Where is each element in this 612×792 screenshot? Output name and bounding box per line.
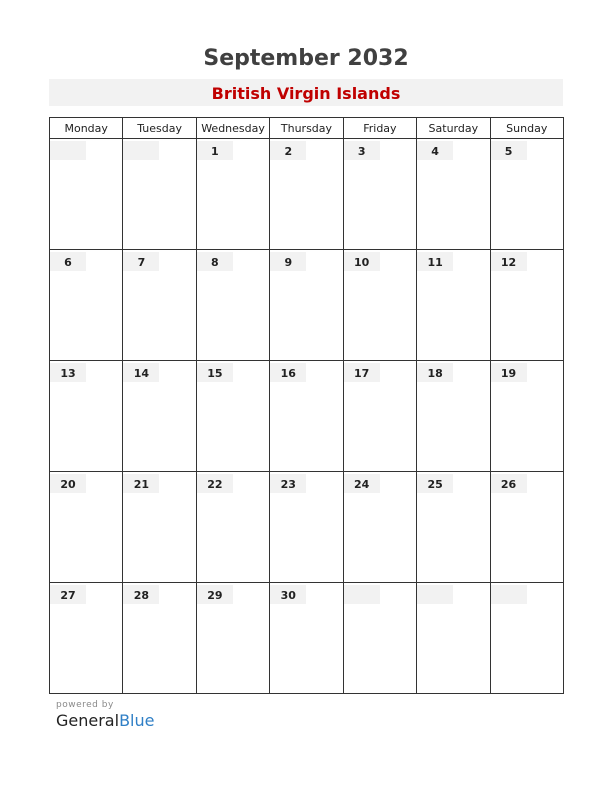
weekday-header: Saturday (417, 118, 490, 139)
day-number-box (270, 141, 306, 160)
day-number-box (123, 141, 159, 160)
day-number-box (123, 252, 159, 271)
day-number: 16 (280, 367, 296, 380)
weekday-header: Friday (343, 118, 416, 139)
day-number: 26 (500, 478, 517, 491)
day-number-box (197, 474, 233, 493)
day-number-box (344, 363, 380, 382)
day-number: 3 (357, 145, 366, 158)
day-cell (417, 472, 490, 583)
day-cell (50, 139, 123, 250)
day-number: 12 (500, 256, 517, 269)
calendar-title: September 2032 (203, 46, 409, 71)
day-number-box (491, 585, 527, 604)
week-row (50, 472, 564, 583)
day-number: 15 (207, 367, 223, 380)
day-cell (196, 139, 269, 250)
day-number: 4 (431, 145, 439, 158)
day-number: 2 (284, 145, 293, 158)
powered-by-label: powered by (56, 700, 114, 710)
day-cell (417, 250, 490, 361)
day-number: 21 (133, 478, 150, 491)
day-cell (343, 250, 416, 361)
day-number-box (123, 585, 159, 604)
day-cell (490, 250, 563, 361)
day-cell (270, 361, 343, 472)
day-number: 6 (64, 256, 72, 269)
day-number: 11 (427, 256, 443, 269)
week-row (50, 361, 564, 472)
brand-name-general: General (56, 711, 120, 730)
day-number-box (417, 474, 453, 493)
day-cell (343, 472, 416, 583)
day-number-box (123, 474, 159, 493)
day-number: 8 (211, 256, 219, 269)
day-cell (50, 583, 123, 694)
week-row (50, 250, 564, 361)
day-number-box (50, 474, 86, 493)
day-number-box (491, 141, 527, 160)
day-number-box (417, 363, 453, 382)
day-cell (490, 472, 563, 583)
day-cell (490, 583, 563, 694)
region-name: British Virgin Islands (211, 84, 401, 103)
day-cell (417, 361, 490, 472)
day-number-box (197, 252, 233, 271)
day-number-box (50, 252, 86, 271)
day-number: 1 (211, 145, 219, 158)
brand-name-blue: Blue (119, 711, 155, 730)
day-number-box (417, 585, 453, 604)
day-cell (270, 250, 343, 361)
day-number-box (344, 585, 380, 604)
day-number-box (50, 363, 86, 382)
day-number: 13 (60, 367, 76, 380)
day-number-box (491, 252, 527, 271)
day-number-box (50, 585, 86, 604)
weekday-header: Tuesday (123, 118, 196, 139)
calendar-grid (49, 117, 564, 694)
region-banner (49, 79, 563, 106)
day-number-box (123, 363, 159, 382)
day-cell (123, 139, 196, 250)
day-number: 5 (504, 145, 513, 158)
weekday-header: Wednesday (196, 118, 269, 139)
day-number-box (50, 141, 86, 160)
day-cell (343, 139, 416, 250)
day-number: 17 (354, 367, 370, 380)
day-cell (123, 361, 196, 472)
day-number-box (344, 141, 380, 160)
day-number-box (270, 363, 306, 382)
day-number: 28 (133, 589, 150, 602)
day-cell (196, 472, 269, 583)
day-cell (123, 472, 196, 583)
day-number: 29 (207, 589, 223, 602)
day-number: 9 (284, 256, 293, 269)
day-number-box (417, 141, 453, 160)
day-number-box (344, 474, 380, 493)
day-number: 25 (427, 478, 443, 491)
day-cell (50, 472, 123, 583)
day-cell (123, 583, 196, 694)
day-number: 7 (137, 256, 146, 269)
day-cell (196, 250, 269, 361)
day-number-box (417, 252, 453, 271)
day-cell (343, 583, 416, 694)
weekday-header: Thursday (270, 118, 343, 139)
day-number-box (270, 585, 306, 604)
day-number: 24 (354, 478, 370, 491)
day-number-box (270, 252, 306, 271)
day-number-box (270, 474, 306, 493)
day-cell (196, 583, 269, 694)
day-number: 23 (280, 478, 296, 491)
day-cell (50, 361, 123, 472)
day-cell (417, 583, 490, 694)
day-number: 18 (427, 367, 443, 380)
day-number-box (197, 585, 233, 604)
day-cell (196, 361, 269, 472)
brand-logo[interactable] (56, 711, 154, 730)
day-cell (270, 139, 343, 250)
day-number-box (491, 363, 527, 382)
day-number: 10 (354, 256, 370, 269)
day-number: 20 (60, 478, 76, 491)
day-number: 22 (207, 478, 223, 491)
day-number-box (491, 474, 527, 493)
week-row (50, 583, 564, 694)
day-cell (50, 250, 123, 361)
day-number-box (197, 141, 233, 160)
day-number-box (197, 363, 233, 382)
day-cell (490, 361, 563, 472)
day-cell (270, 472, 343, 583)
day-number: 27 (60, 589, 76, 602)
weekday-header: Monday (50, 118, 123, 139)
day-cell (417, 139, 490, 250)
day-cell (343, 361, 416, 472)
weekday-header: Sunday (490, 118, 563, 139)
day-cell (490, 139, 563, 250)
week-row (50, 139, 564, 250)
day-number: 30 (280, 589, 296, 602)
footer-branding (56, 700, 154, 730)
weekday-header-row (50, 118, 564, 139)
day-cell (270, 583, 343, 694)
day-number: 14 (133, 367, 150, 380)
day-number-box (344, 252, 380, 271)
day-number: 19 (500, 367, 517, 380)
day-cell (123, 250, 196, 361)
